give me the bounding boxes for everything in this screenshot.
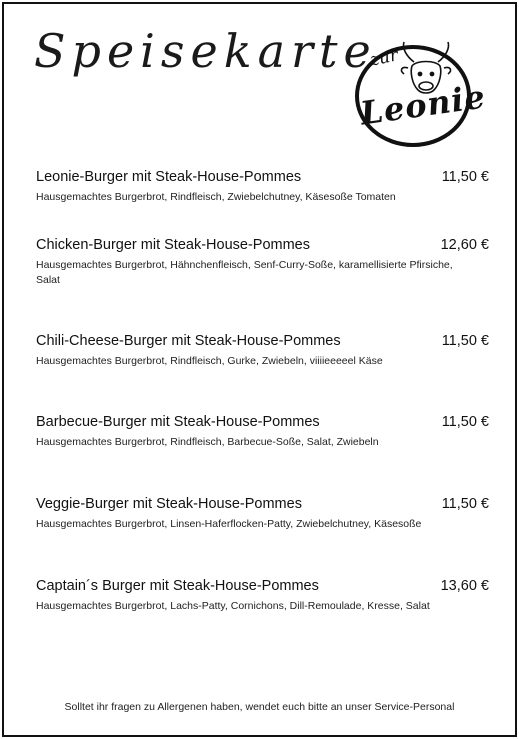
item-name: Captain´s Burger mit Steak-House-Pommes bbox=[36, 578, 319, 594]
item-price: 11,50 € bbox=[441, 496, 489, 512]
item-description: Hausgemachtes Burgerbrot, Linsen-Haferflocken-Patty, Zwiebelchutney, Käsesoße bbox=[36, 518, 422, 530]
menu-title: Speisekarte bbox=[34, 24, 377, 78]
item-price: 11,50 € bbox=[441, 169, 489, 185]
allergen-note: Solltet ihr fragen zu Allergenen haben, wendet euch bitte an unser Service-Personal bbox=[64, 701, 455, 713]
item-price: 12,60 € bbox=[440, 237, 489, 253]
logo-name: Leonie bbox=[357, 77, 489, 133]
logo-prefix: zur bbox=[368, 45, 400, 71]
menu-page bbox=[2, 2, 517, 737]
item-price: 11,50 € bbox=[441, 414, 489, 430]
item-price: 11,50 € bbox=[441, 333, 489, 349]
item-name: Veggie-Burger mit Steak-House-Pommes bbox=[36, 496, 302, 512]
item-price: 13,60 € bbox=[440, 578, 489, 594]
menu-header bbox=[4, 4, 515, 154]
item-description: Hausgemachtes Burgerbrot, Rindfleisch, Barbecue-Soße, Salat, Zwiebeln bbox=[36, 436, 379, 448]
item-name: Chili-Cheese-Burger mit Steak-House-Pommes bbox=[36, 333, 341, 349]
item-description: Hausgemachtes Burgerbrot, Lachs-Patty, Cornichons, Dill-Remoulade, Kresse, Salat bbox=[36, 600, 430, 612]
item-name: Leonie-Burger mit Steak-House-Pommes bbox=[36, 169, 302, 185]
item-description: Hausgemachtes Burgerbrot, Rindfleisch, Zwiebelchutney, Käsesoße Tomaten bbox=[36, 191, 396, 203]
item-description: Hausgemachtes Burgerbrot, Rindfleisch, Gurke, Zwiebeln, viiiieeeeel Käse bbox=[36, 355, 383, 367]
item-description: Hausgemachtes Burgerbrot, Hähnchenfleisch, Senf-Curry-Soße, karamellisierte Pfirsiche, Salat bbox=[36, 259, 453, 286]
item-name: Barbecue-Burger mit Steak-House-Pommes bbox=[36, 414, 320, 430]
item-name: Chicken-Burger mit Steak-House-Pommes bbox=[36, 237, 310, 253]
